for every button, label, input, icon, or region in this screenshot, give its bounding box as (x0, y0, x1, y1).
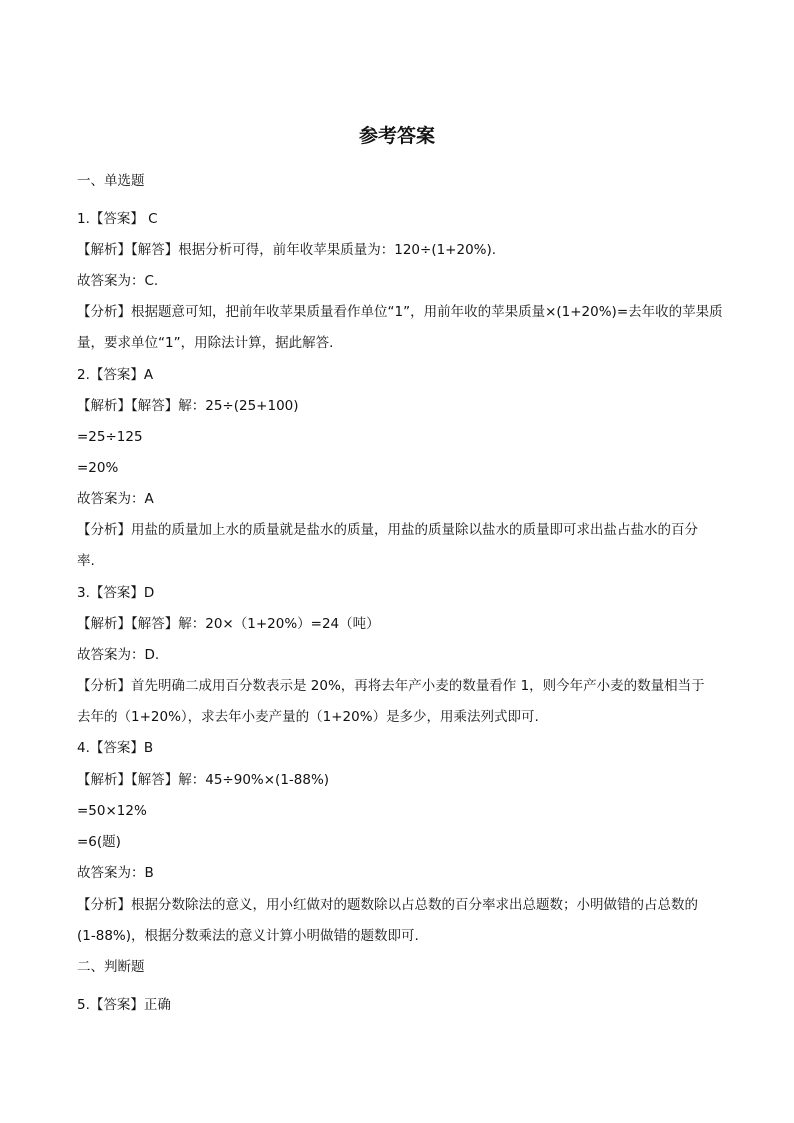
final-answer-q4: 故答案为：B (77, 865, 154, 881)
analysis-line-q3: 【分析】首先明确二成用百分数表示是 20%，再将去年产小麦的数量看作 1，则今年产小麦的数量相当于 (77, 678, 705, 694)
answer-line-q1: 1.【答案】 C (77, 211, 158, 227)
page-title: 参考答案 (358, 125, 435, 147)
solution-line-q1: 【解析】【解答】根据分析可得，前年收苹果质量为：120÷(1+20%). (77, 242, 497, 258)
analysis-line-q2: 【分析】用盐的质量加上水的质量就是盐水的质量，用盐的质量除以盐水的质量即可求出盐占盐水的百分 (77, 522, 698, 538)
analysis-line-q2-cont: 率. (77, 553, 95, 569)
analysis-line-q1: 【分析】根据题意可知，把前年收苹果质量看作单位“1”，用前年收的苹果质量×(1+20%)=去年收的苹果质 (77, 304, 723, 320)
answer-line-q3: 3.【答案】D (77, 585, 155, 601)
final-answer-q1: 故答案为：C. (77, 273, 159, 289)
analysis-line-q3-cont: 去年的（1+20%），求去年小麦产量的（1+20%）是多少，用乘法列式即可. (77, 709, 539, 725)
solution-line-q3: 【解析】【解答】解：20×（1+20%）=24（吨） (77, 616, 380, 632)
solution-step-q2-2: =20% (77, 460, 119, 476)
solution-step-q4-2: =6(题) (77, 834, 121, 850)
section-heading-single-choice: 一、单选题 (77, 173, 145, 189)
answer-line-q5: 5.【答案】正确 (77, 997, 171, 1013)
solution-step-q4-1: =50×12% (77, 803, 147, 819)
solution-line-q2: 【解析】【解答】解：25÷(25+100) (77, 398, 299, 414)
final-answer-q3: 故答案为：D. (77, 647, 160, 663)
analysis-line-q1-cont: 量，要求单位“1”，用除法计算，据此解答. (77, 335, 334, 351)
answer-line-q4: 4.【答案】B (77, 740, 154, 756)
section-heading-true-false: 二、判断题 (77, 959, 145, 975)
analysis-line-q4: 【分析】根据分数除法的意义，用小红做对的题数除以占总数的百分率求出总题数；小明做错的占总数的 (77, 897, 698, 913)
solution-step-q2-1: =25÷125 (77, 429, 143, 445)
final-answer-q2: 故答案为：A (77, 491, 154, 507)
analysis-line-q4-cont: (1-88%)，根据分数乘法的意义计算小明做错的题数即可. (77, 928, 419, 944)
solution-line-q4: 【解析】【解答】解：45÷90%×(1-88%) (77, 772, 330, 788)
answer-line-q2: 2.【答案】A (77, 367, 154, 383)
